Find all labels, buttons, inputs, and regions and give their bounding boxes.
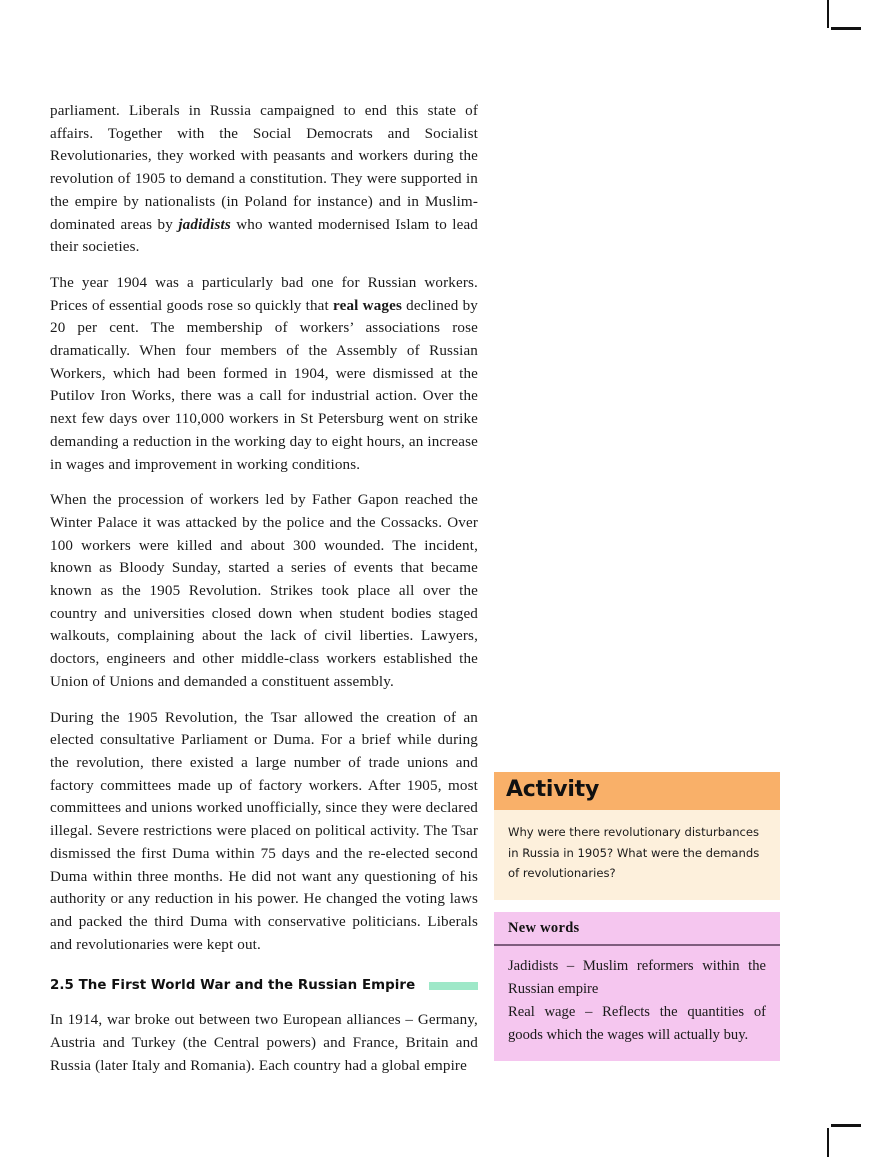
body-paragraph <box>50 100 478 259</box>
new-words-entry: Real wage – Reflects the quantities of goods which the wages will actually buy. <box>508 1004 766 1043</box>
body-paragraph: When the procession of workers led by Father Gapon reached the Winter Palace it was attacked by the police and the Cossacks. Over 100 workers were killed and about 300 wounded. The incident, known as Bloody Sunday, started a series of events that became known as the 1905 Revolution. Strikes took place all over the country and universities closed down when student bodies staged walkouts, complaining about the lack of civil liberties. Lawyers, doctors, engineers and other middle-class workers established the Union of Unions and demanded a constituent assembly. <box>50 492 478 690</box>
new-words-entry: Jadidists – Muslim reformers within the Russian empire <box>508 958 766 997</box>
glossary-term-jadidists: jadidists <box>178 216 231 233</box>
activity-box-title: Activity <box>506 777 600 802</box>
crop-mark-top-right-vertical <box>827 0 829 28</box>
section-heading-text: 2.5 The First World War and the Russian Empire <box>50 978 416 994</box>
paragraph-run: declined by 20 per cent. The membership of workers’ associations rose dramatically. When four members of the Assembly of Russian Workers, which had been formed in 1904, were dismissed at the Putilov Iron Works, there was a call for industrial action. Over the next few days over 110,000 workers in St Petersburg went on strike demanding a reduction in the working day to eight hours, an increase in wages and improvement in working conditions. <box>50 297 479 473</box>
activity-box <box>494 772 780 900</box>
paragraph-run: The year 1904 was a particularly bad one for Russian workers. Prices of essential goods rose so quickly that <box>50 274 478 314</box>
new-words-box-body <box>494 946 780 1061</box>
paragraph-run: parliament. Liberals in Russia campaigned to end this state of affairs. Together with the Social Democrats and Socialist Revolutionaries, they worked with peasants and workers during the revolution of 1905 to demand a constitution. They were supported in the empire by nationalists (in Poland for instance) and in Muslim-dominated areas by <box>50 103 478 233</box>
activity-question-text: Why were there revolutionary disturbances in Russia in 1905? What were the demands of revolutionaries? <box>508 825 760 880</box>
glossary-term-real-wages: real wages <box>333 297 402 314</box>
activity-box-body <box>494 810 780 900</box>
main-text-column <box>50 100 478 1077</box>
crop-mark-bottom-right-vertical <box>827 1128 829 1157</box>
new-words-box-header <box>494 912 780 946</box>
body-paragraph: During the 1905 Revolution, the Tsar allowed the creation of an elected consultative Parliament or Duma. For a brief while during the revolution, there existed a large number of trade unions and factory committees made up of factory workers. After 1905, most committees and unions worked unofficially, since they were declared illegal. Severe restrictions were placed on political activity. The Tsar dismissed the first Duma within 75 days and the re-elected second Duma within three months. He did not want any questioning of his authority or any reduction in his power. He changed the voting laws and packed the third Duma with conservative politicians. Liberals and revolutionaries were kept out. <box>50 709 478 953</box>
paragraph-run: who wanted modernised Islam to lead their societies. <box>50 216 478 256</box>
body-paragraph <box>50 272 478 476</box>
body-paragraph: In 1914, war broke out between two European alliances – Germany, Austria and Turkey (the Central powers) and France, Britain and Russia (later Italy and Romania). Each country had a global empire <box>50 1012 478 1074</box>
crop-mark-top-right-horizontal <box>831 27 861 30</box>
new-words-box <box>494 912 780 1061</box>
new-words-box-title: New words <box>508 920 580 936</box>
activity-box-header <box>494 772 780 810</box>
section-heading <box>50 978 478 993</box>
crop-mark-bottom-right-horizontal <box>831 1124 861 1127</box>
section-heading-rule <box>429 982 478 990</box>
